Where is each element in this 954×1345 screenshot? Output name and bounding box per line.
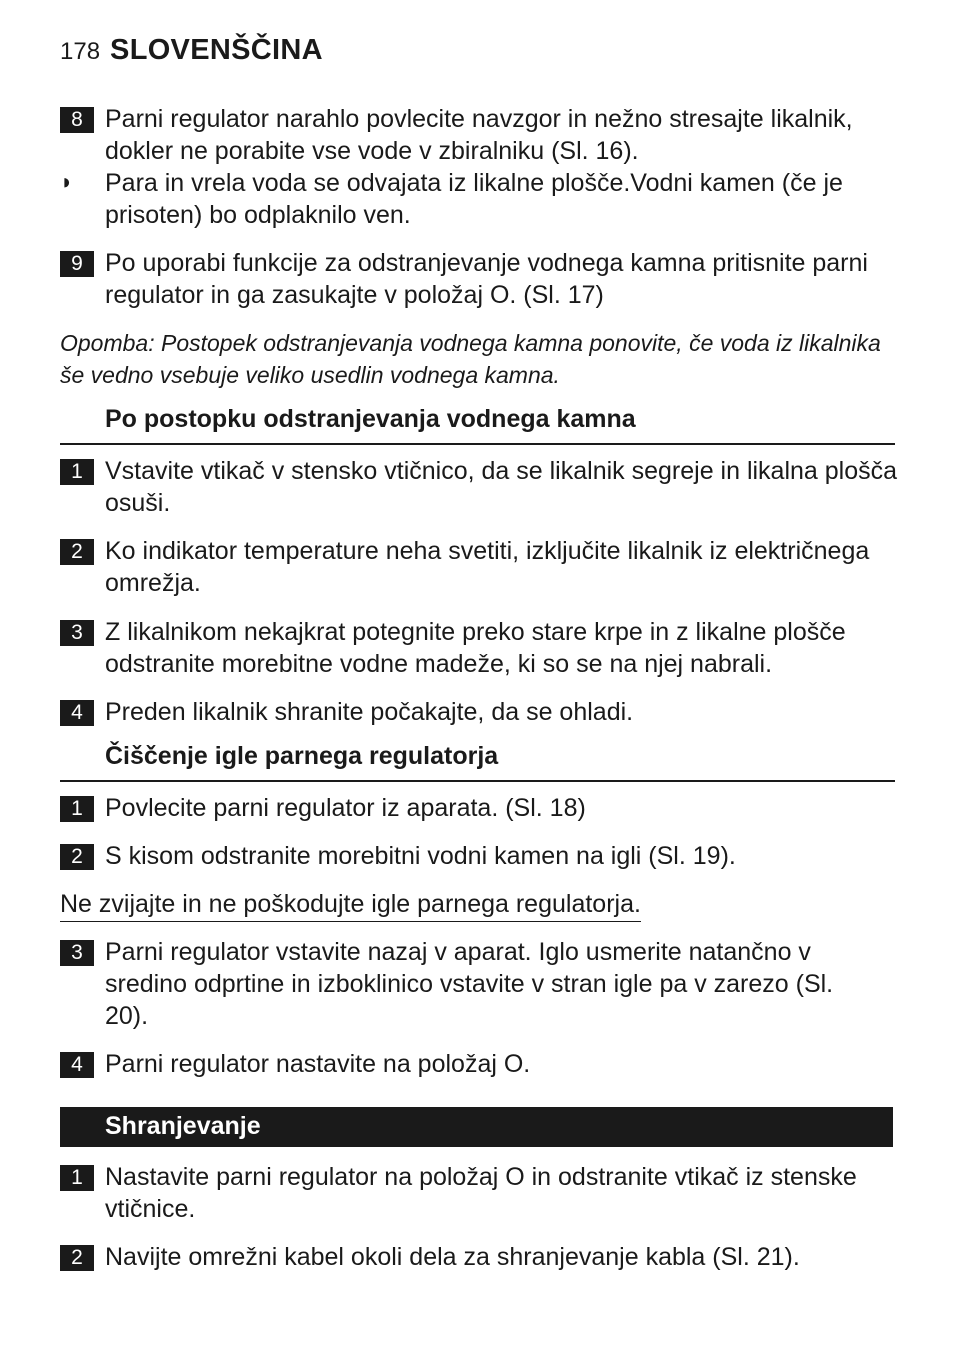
section-heading-text: Čiščenje igle parnega regulatorja [105, 742, 499, 770]
step-item [60, 535, 900, 599]
step-item [60, 455, 900, 519]
section-heading [60, 403, 895, 445]
step-item [60, 1241, 900, 1273]
result-item [60, 167, 900, 231]
step-item [60, 1161, 900, 1225]
section-heading-text: Po postopku odstranjevanja vodnega kamna [105, 405, 636, 433]
section-title-text: Shranjevanje [105, 1112, 261, 1140]
step-number-badge: 4 [60, 1052, 94, 1078]
step-item [60, 840, 900, 872]
step-text: Navijte omrežni kabel okoli dela za shranjevanje kabla (Sl. 21). [105, 1243, 800, 1271]
step-number-badge: 2 [60, 539, 94, 565]
step-text: Vstavite vtikač v stensko vtičnico, da se likalnik segreje in likalna plošča osuši. [105, 457, 898, 517]
step-text: Parni regulator vstavite nazaj v aparat. Iglo usmerite natančno v sredino odprtine in izboklinico vstavite v stran igle pa v zarezo (Sl. 20). [105, 938, 834, 1030]
step-item [60, 103, 900, 167]
step-number-badge: 3 [60, 940, 94, 966]
step-text: S kisom odstranite morebitni vodni kamen na igli (Sl. 19). [105, 842, 736, 870]
step-number-badge: 4 [60, 700, 94, 726]
step-item [60, 1048, 900, 1080]
step-text: Z likalnikom nekajkrat potegnite preko stare krpe in z likalne plošče odstranite morebitne vodne madeže, ki so se na njej nabrali. [105, 618, 846, 678]
step-number-badge: 9 [60, 251, 94, 277]
bullet-icon: ◗ [60, 169, 74, 194]
step-text: Povlecite parni regulator iz aparata. (Sl. 18) [105, 794, 586, 822]
warning-text: Ne zvijajte in ne poškodujte igle parnega regulatorja. [60, 888, 641, 922]
step-item [60, 247, 900, 311]
step-item [60, 696, 900, 728]
step-text: Parni regulator narahlo povlecite navzgor in nežno stresajte likalnik, dokler ne porabite vse vode v zbiralniku (Sl. 16). [105, 105, 853, 165]
language-title: SLOVENŠČINA [110, 34, 323, 66]
step-number-badge: 8 [60, 107, 94, 133]
step-text: Po uporabi funkcije za odstranjevanje vodnega kamna pritisnite parni regulator in ga zasukajte v položaj O. (Sl. 17) [105, 249, 868, 309]
step-text: Ko indikator temperature neha svetiti, izključite likalnik iz električnega omrežja. [105, 537, 870, 597]
step-text: Parni regulator nastavite na položaj O. [105, 1050, 531, 1078]
step-item [60, 792, 900, 824]
step-number-badge: 2 [60, 1245, 94, 1271]
note-text: Opomba: Postopek odstranjevanja vodnega kamna ponovite, če voda iz likalnika še vedno vsebuje veliko usedlin vodnega kamna. [60, 330, 881, 388]
step-text: Nastavite parni regulator na položaj O in odstranite vtikač iz stenske vtičnice. [105, 1163, 857, 1223]
page-number: 178 [60, 38, 101, 65]
section-heading [60, 740, 895, 782]
step-item [60, 936, 900, 1032]
step-number-badge: 1 [60, 1165, 94, 1191]
step-number-badge: 1 [60, 459, 94, 485]
section-title-bar [60, 1107, 893, 1147]
step-number-badge: 1 [60, 796, 94, 822]
page-header [60, 34, 323, 67]
step-item [60, 616, 900, 680]
result-text: Para in vrela voda se odvajata iz likalne plošče.Vodni kamen (če je prisoten) bo odplaknilo ven. [105, 169, 843, 229]
step-number-badge: 2 [60, 844, 94, 870]
step-text: Preden likalnik shranite počakajte, da se ohladi. [105, 698, 634, 726]
step-number-badge: 3 [60, 620, 94, 646]
